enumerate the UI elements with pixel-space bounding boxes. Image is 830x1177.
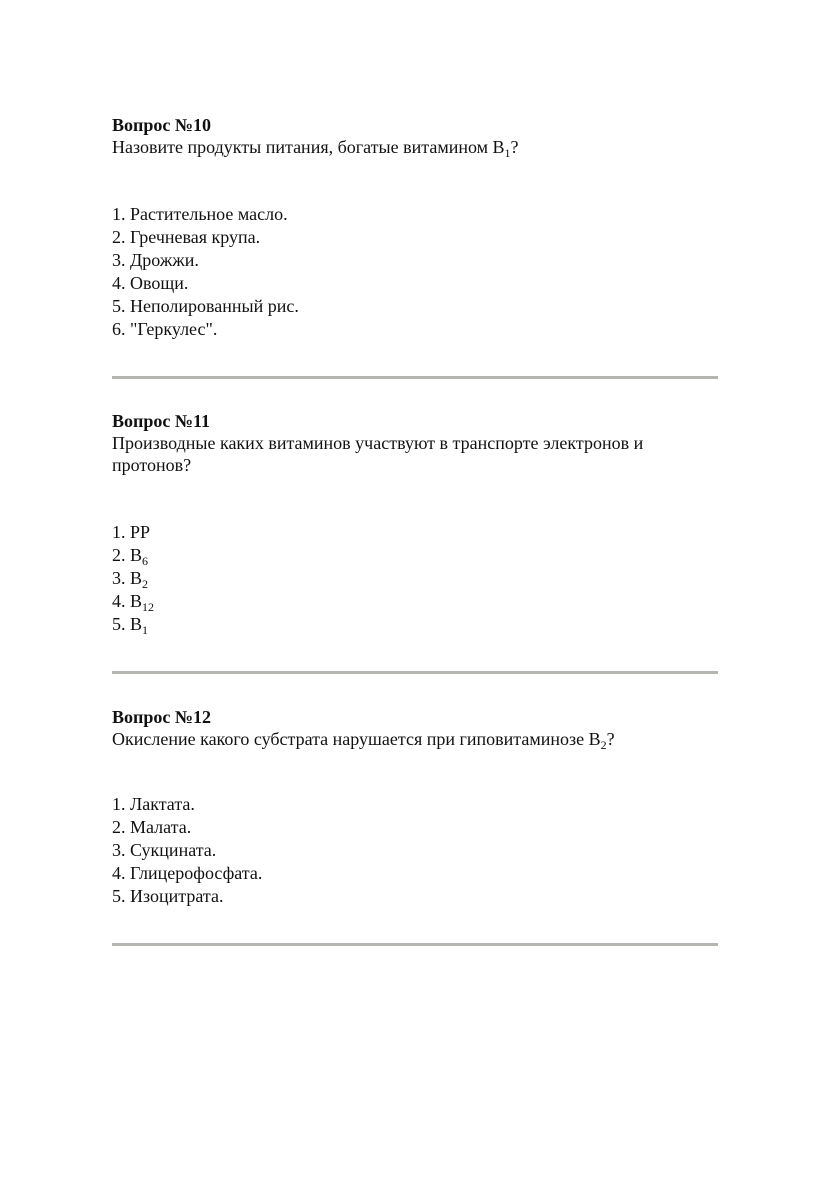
answer-option[interactable]: 1. Лактата. xyxy=(112,794,195,814)
answer-list xyxy=(112,521,154,636)
question-title: Вопрос №12 xyxy=(112,707,211,727)
answer-option[interactable]: 6. "Геркулес". xyxy=(112,319,218,339)
question-text: Окисление какого субстрата нарушается при гиповитаминозе $B_2$? xyxy=(112,729,615,752)
answer-option[interactable]: 4. Овощи. xyxy=(112,273,189,293)
question-12 xyxy=(112,706,718,906)
answer-option[interactable]: 2. Гречневая крупа. xyxy=(112,227,261,247)
answer-option[interactable]: 3. $B_2$ xyxy=(112,568,149,591)
answer-option[interactable]: 4. Глицерофосфата. xyxy=(112,863,263,883)
answer-option[interactable]: 5. Изоцитрата. xyxy=(112,886,224,906)
answer-option[interactable]: 2. Малата. xyxy=(112,817,192,837)
answer-option[interactable]: 5. $B_1$ xyxy=(112,614,149,637)
answer-list xyxy=(112,203,299,341)
divider xyxy=(112,671,718,674)
answer-list xyxy=(112,793,262,908)
answer-option[interactable]: 1. Растительное масло. xyxy=(112,204,288,224)
question-11 xyxy=(112,410,718,637)
question-10 xyxy=(112,114,718,339)
divider xyxy=(112,943,718,946)
question-title: Вопрос №10 xyxy=(112,115,211,135)
question-title: Вопрос №11 xyxy=(112,411,210,431)
question-text: Назовите продукты питания, богатые витамином $B_1$? xyxy=(112,137,519,160)
answer-option[interactable]: 2. $B_6$ xyxy=(112,545,149,568)
question-text: Производные каких витаминов участвуют в транспорте электронов и протонов? xyxy=(112,433,644,475)
answer-option[interactable]: 3. Сукцината. xyxy=(112,840,217,860)
divider xyxy=(112,376,718,379)
answer-option[interactable]: 5. Неполированный рис. xyxy=(112,296,299,316)
answer-option[interactable]: 4. $B_{12}$ xyxy=(112,591,155,614)
answer-option[interactable]: 3. Дрожжи. xyxy=(112,250,199,270)
answer-option[interactable]: 1. PP xyxy=(112,522,151,542)
